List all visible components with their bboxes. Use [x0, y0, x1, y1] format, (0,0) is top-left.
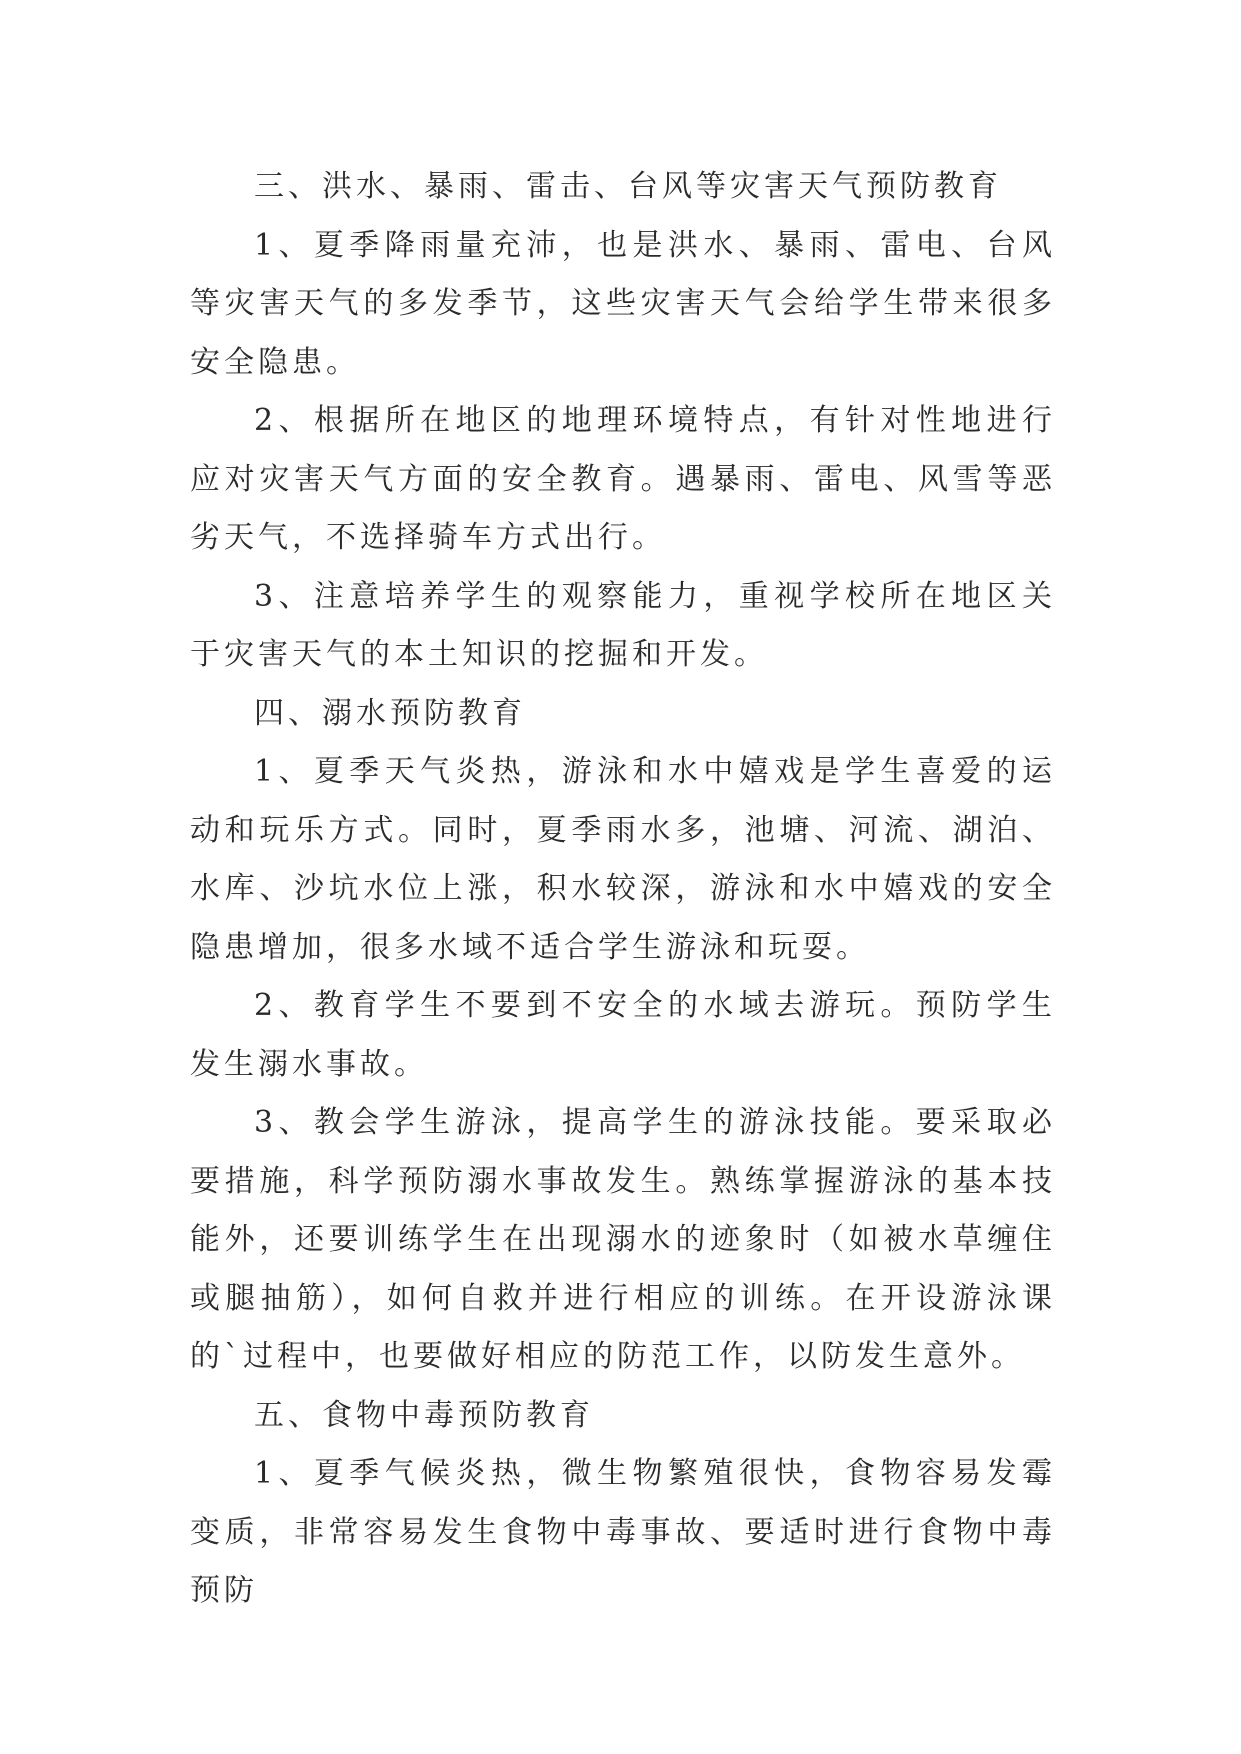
- section-heading-disaster-weather: 三、洪水、暴雨、雷击、台风等灾害天气预防教育: [254, 169, 1002, 204]
- paragraph-disaster-3: 3、注意培养学生的观察能力，重视学校所在地区关于灾害天气的本土知识的挖掘和开发。: [190, 578, 1056, 672]
- paragraph-drowning-1: 1、夏季天气炎热，游泳和水中嬉戏是学生喜爱的运动和玩乐方式。同时，夏季雨水多，池塘、河流、湖泊、水库、沙坑水位上涨，积水较深，游泳和水中嬉戏的安全隐患增加，很多水域不适合学生游泳和玩耍。: [190, 754, 1056, 965]
- paragraph-food-1: 1、夏季气候炎热，微生物繁殖很快，食物容易发霉变质，非常容易发生食物中毒事故、要适时进行食物中毒预防: [190, 1456, 1056, 1608]
- paragraph-disaster-2: 2、根据所在地区的地理环境特点，有针对性地进行应对灾害天气方面的安全教育。遇暴雨、雷电、风雪等恶劣天气，不选择骑车方式出行。: [190, 403, 1056, 555]
- document-page: [190, 158, 1056, 1621]
- section-heading-drowning: 四、溺水预防教育: [254, 695, 526, 731]
- paragraph-drowning-3: 3、教会学生游泳，提高学生的游泳技能。要采取必要措施，科学预防溺水事故发生。熟练掌握游泳的基本技能外，还要训练学生在出现溺水的迹象时（如被水草缠住或腿抽筋），如何自救并进行相应的训练。在开设游泳课的`过程中，也要做好相应的防范工作，以防发生意外。: [190, 1105, 1056, 1374]
- paragraph-disaster-1: 1、夏季降雨量充沛，也是洪水、暴雨、雷电、台风等灾害天气的多发季节，这些灾害天气会给学生带来很多安全隐患。: [190, 227, 1056, 380]
- section-heading-food-poisoning: 五、食物中毒预防教育: [254, 1397, 594, 1433]
- paragraph-drowning-2: 2、教育学生不要到不安全的水域去游玩。预防学生发生溺水事故。: [190, 988, 1056, 1082]
